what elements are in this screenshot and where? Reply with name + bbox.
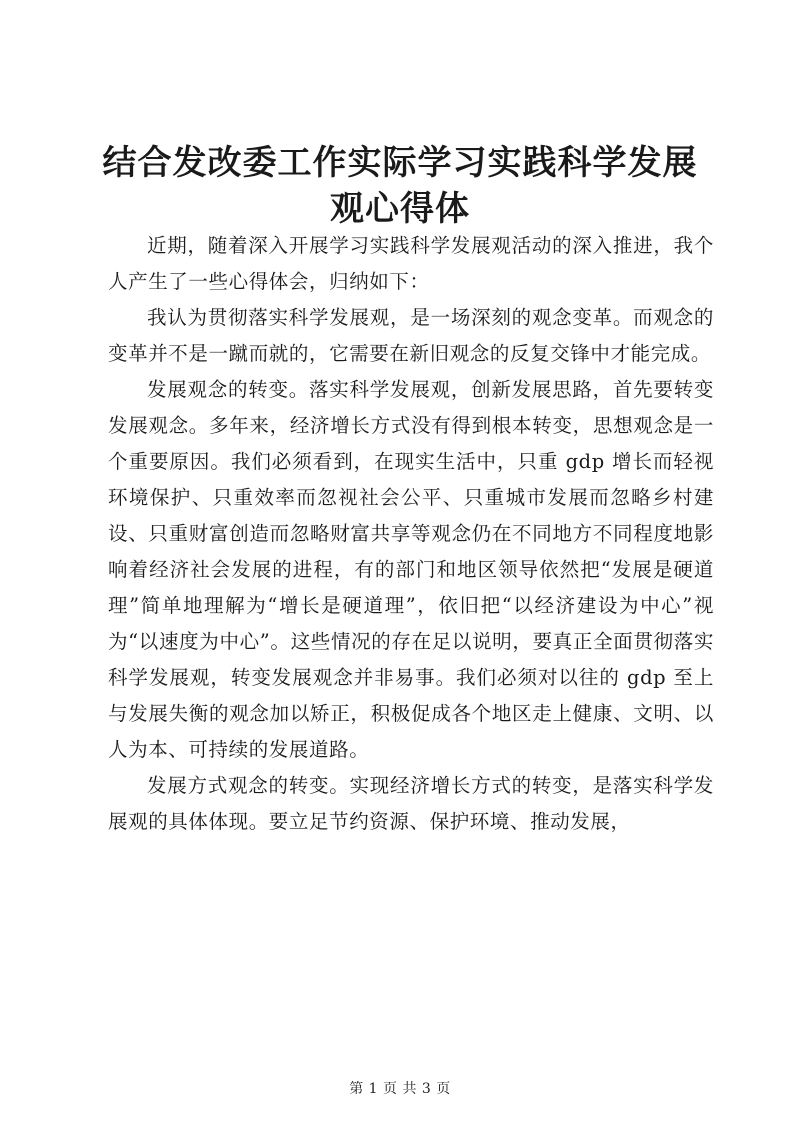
document-title: 结合发改委工作实际学习实践科学发展观心得体 [102,143,698,229]
page-footer: 第 1 页 共 3 页 [349,1081,451,1097]
paragraph: 近期，随着深入开展学习实践科学发展观活动的深入推进，我个人产生了一些心得体会，归纳如下： [108,234,714,293]
paragraph: 发展方式观念的转变。实现经济增长方式的转变，是落实科学发展观的具体体现。要立足节约资源、保护环境、推动发展， [108,774,714,833]
document-body [108,228,714,840]
paragraph: 我认为贯彻落实科学发展观，是一场深刻的观念变革。而观念的变革并不是一蹴而就的，它需要在新旧观念的反复交锋中才能完成。 [108,306,714,365]
paragraph: 发展观念的转变。落实科学发展观，创新发展思路，首先要转变发展观念。多年来，经济增长方式没有得到根本转变，思想观念是一个重要原因。我们必须看到，在现实生活中，只重 gdp 增长而轻视环境保护、只重效率而忽视社会公平、只重城市发展而忽略乡村建设、只重财富创造而忽略财富共享等观念仍在不同地方不同程度地影响着经济社会发展的进程，有的部门和地区领导依然把“发展是硬道理”简单地理解为“增长是硬道理”，依旧把“以经济建设为中心”视为“以速度为中心”。这些情况的存在足以说明，要真正全面贯彻落实科学发展观，转变发展观念并非易事。我们必须对以往的 gdp 至上与发展失衡的观念加以矫正，积极促成各个地区走上健康、文明、以人为本、可持续的发展道路。 [108,378,714,761]
